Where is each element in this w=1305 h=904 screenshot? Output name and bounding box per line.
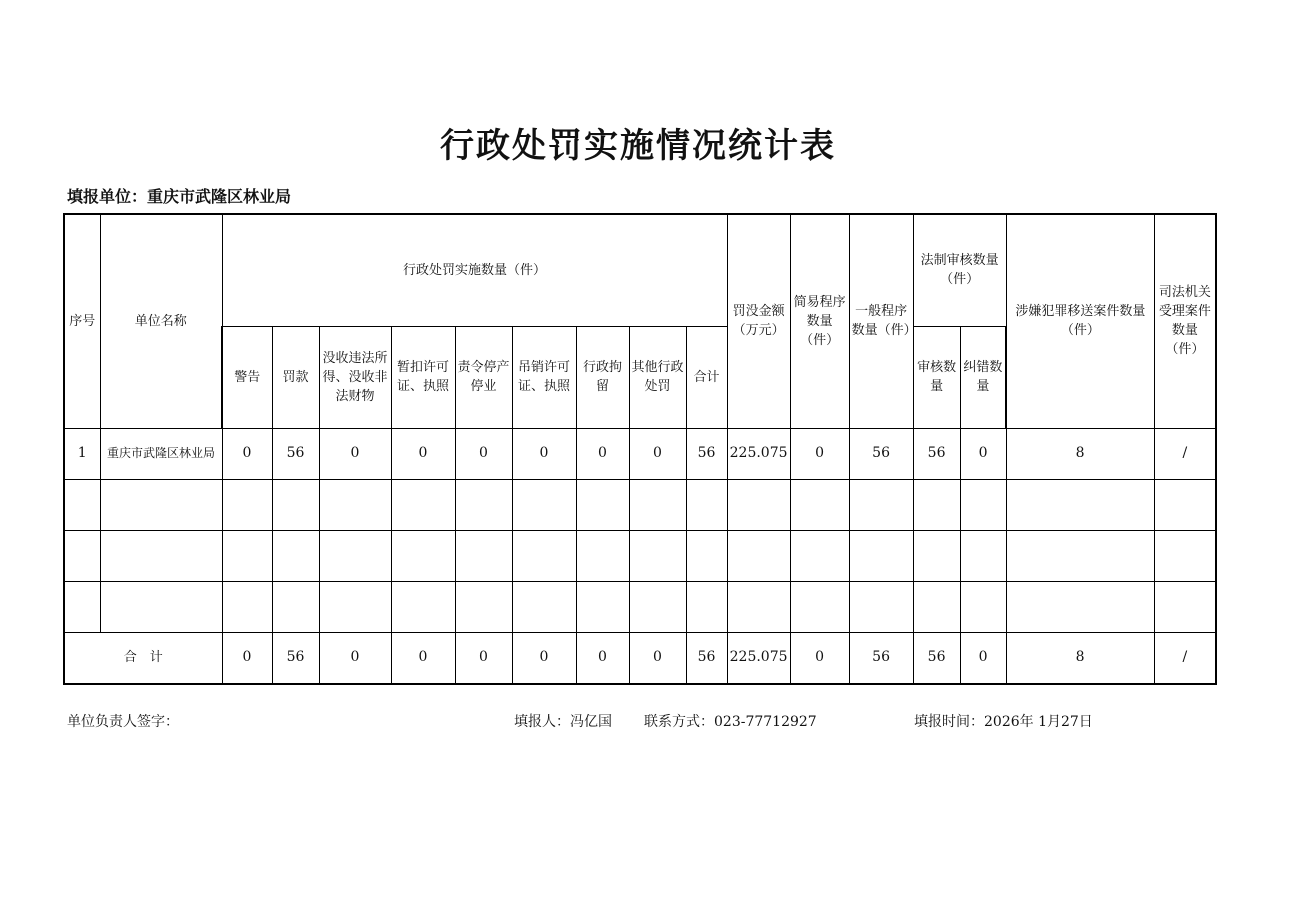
empty-cell bbox=[629, 530, 686, 581]
header-order-stop: 责令停产停业 bbox=[455, 326, 512, 428]
cell-subtotal: 56 bbox=[686, 428, 727, 479]
empty-cell bbox=[686, 530, 727, 581]
total-review: 56 bbox=[913, 632, 960, 684]
empty-cell bbox=[1006, 581, 1154, 632]
empty-cell bbox=[272, 530, 319, 581]
empty-cell bbox=[727, 530, 790, 581]
empty-cell bbox=[222, 530, 272, 581]
total-judicial: / bbox=[1154, 632, 1216, 684]
header-revoke: 吊销许可证、执照 bbox=[512, 326, 576, 428]
empty-cell bbox=[913, 581, 960, 632]
empty-cell bbox=[629, 581, 686, 632]
empty-cell bbox=[960, 581, 1006, 632]
empty-cell bbox=[790, 479, 849, 530]
empty-cell bbox=[100, 581, 222, 632]
empty-cell bbox=[391, 581, 455, 632]
empty-cell bbox=[727, 581, 790, 632]
empty-cell bbox=[686, 581, 727, 632]
total-amount: 225.075 bbox=[727, 632, 790, 684]
total-label: 合 计 bbox=[64, 632, 222, 684]
header-suspend: 暂扣许可证、执照 bbox=[391, 326, 455, 428]
total-crime-transfer: 8 bbox=[1006, 632, 1154, 684]
empty-cell bbox=[790, 530, 849, 581]
table-row bbox=[64, 428, 1216, 479]
reporting-unit: 填报单位：重庆市武隆区林业局 bbox=[67, 187, 292, 206]
empty-cell bbox=[960, 479, 1006, 530]
total-general: 56 bbox=[849, 632, 913, 684]
header-legal-review: 法制审核数量（件） bbox=[913, 214, 1006, 326]
empty-cell bbox=[222, 581, 272, 632]
total-simple: 0 bbox=[790, 632, 849, 684]
empty-cell bbox=[391, 530, 455, 581]
header-fine: 罚款 bbox=[272, 326, 319, 428]
empty-cell bbox=[629, 479, 686, 530]
cell-correction: 0 bbox=[960, 428, 1006, 479]
header-general: 一般程序数量（件） bbox=[849, 214, 913, 428]
cell-order-stop: 0 bbox=[455, 428, 512, 479]
empty-cell bbox=[64, 581, 100, 632]
cell-judicial: / bbox=[1154, 428, 1216, 479]
cell-warning: 0 bbox=[222, 428, 272, 479]
header-crime-transfer: 涉嫌犯罪移送案件数量（件） bbox=[1006, 214, 1154, 428]
empty-cell bbox=[319, 479, 391, 530]
empty-cell bbox=[100, 479, 222, 530]
empty-cell bbox=[686, 479, 727, 530]
empty-cell bbox=[1006, 530, 1154, 581]
empty-cell bbox=[512, 479, 576, 530]
header-detention: 行政拘留 bbox=[576, 326, 629, 428]
total-order-stop: 0 bbox=[455, 632, 512, 684]
header-seq: 序号 bbox=[64, 214, 100, 428]
empty-cell bbox=[455, 581, 512, 632]
cell-general: 56 bbox=[849, 428, 913, 479]
total-row bbox=[64, 632, 1216, 684]
empty-cell bbox=[913, 530, 960, 581]
empty-cell bbox=[222, 479, 272, 530]
total-warning: 0 bbox=[222, 632, 272, 684]
cell-fine: 56 bbox=[272, 428, 319, 479]
empty-cell bbox=[849, 530, 913, 581]
empty-cell bbox=[727, 479, 790, 530]
empty-row bbox=[64, 530, 1216, 581]
date-label: 填报时间：2026年 1月27日 bbox=[914, 714, 1093, 730]
cell-simple: 0 bbox=[790, 428, 849, 479]
total-confiscate: 0 bbox=[319, 632, 391, 684]
header-review: 审核数量 bbox=[913, 326, 960, 428]
cell-confiscate: 0 bbox=[319, 428, 391, 479]
empty-cell bbox=[790, 581, 849, 632]
page-title: 行政处罚实施情况统计表 bbox=[440, 126, 836, 166]
empty-row bbox=[64, 479, 1216, 530]
empty-cell bbox=[64, 530, 100, 581]
header-amount: 罚没金额（万元） bbox=[727, 214, 790, 428]
empty-cell bbox=[576, 581, 629, 632]
total-detention: 0 bbox=[576, 632, 629, 684]
empty-cell bbox=[64, 479, 100, 530]
empty-cell bbox=[100, 530, 222, 581]
empty-cell bbox=[1154, 479, 1216, 530]
signature-label: 单位负责人签字： bbox=[67, 714, 179, 730]
header-other: 其他行政处罚 bbox=[629, 326, 686, 428]
empty-cell bbox=[319, 581, 391, 632]
filler-label: 填报人：冯亿国 bbox=[514, 714, 612, 730]
empty-cell bbox=[849, 581, 913, 632]
cell-suspend: 0 bbox=[391, 428, 455, 479]
empty-cell bbox=[455, 530, 512, 581]
cell-other: 0 bbox=[629, 428, 686, 479]
empty-cell bbox=[1154, 581, 1216, 632]
empty-cell bbox=[455, 479, 512, 530]
empty-cell bbox=[576, 530, 629, 581]
empty-cell bbox=[576, 479, 629, 530]
empty-cell bbox=[272, 581, 319, 632]
header-warning: 警告 bbox=[222, 326, 272, 428]
cell-seq: 1 bbox=[64, 428, 100, 479]
empty-cell bbox=[512, 530, 576, 581]
empty-cell bbox=[960, 530, 1006, 581]
empty-cell bbox=[1006, 479, 1154, 530]
empty-row bbox=[64, 581, 1216, 632]
cell-revoke: 0 bbox=[512, 428, 576, 479]
header-unit-name: 单位名称 bbox=[100, 214, 222, 428]
contact-label: 联系方式：023-77712927 bbox=[644, 714, 817, 730]
header-subtotal: 合计 bbox=[686, 326, 727, 428]
header-row-1 bbox=[64, 214, 1216, 326]
header-impl-count: 行政处罚实施数量（件） bbox=[222, 214, 727, 326]
empty-cell bbox=[319, 530, 391, 581]
header-correction: 纠错数量 bbox=[960, 326, 1006, 428]
header-simple: 简易程序数量（件） bbox=[790, 214, 849, 428]
cell-amount: 225.075 bbox=[727, 428, 790, 479]
cell-review: 56 bbox=[913, 428, 960, 479]
empty-cell bbox=[512, 581, 576, 632]
total-revoke: 0 bbox=[512, 632, 576, 684]
total-correction: 0 bbox=[960, 632, 1006, 684]
total-fine: 56 bbox=[272, 632, 319, 684]
total-suspend: 0 bbox=[391, 632, 455, 684]
total-subtotal: 56 bbox=[686, 632, 727, 684]
cell-unit: 重庆市武隆区林业局 bbox=[100, 428, 222, 479]
empty-cell bbox=[913, 479, 960, 530]
cell-detention: 0 bbox=[576, 428, 629, 479]
header-confiscate: 没收违法所得、没收非法财物 bbox=[319, 326, 391, 428]
header-judicial: 司法机关受理案件数量（件） bbox=[1154, 214, 1216, 428]
empty-cell bbox=[1154, 530, 1216, 581]
statistics-table bbox=[63, 213, 1217, 685]
empty-cell bbox=[272, 479, 319, 530]
total-other: 0 bbox=[629, 632, 686, 684]
empty-cell bbox=[849, 479, 913, 530]
empty-cell bbox=[391, 479, 455, 530]
cell-crime-transfer: 8 bbox=[1006, 428, 1154, 479]
